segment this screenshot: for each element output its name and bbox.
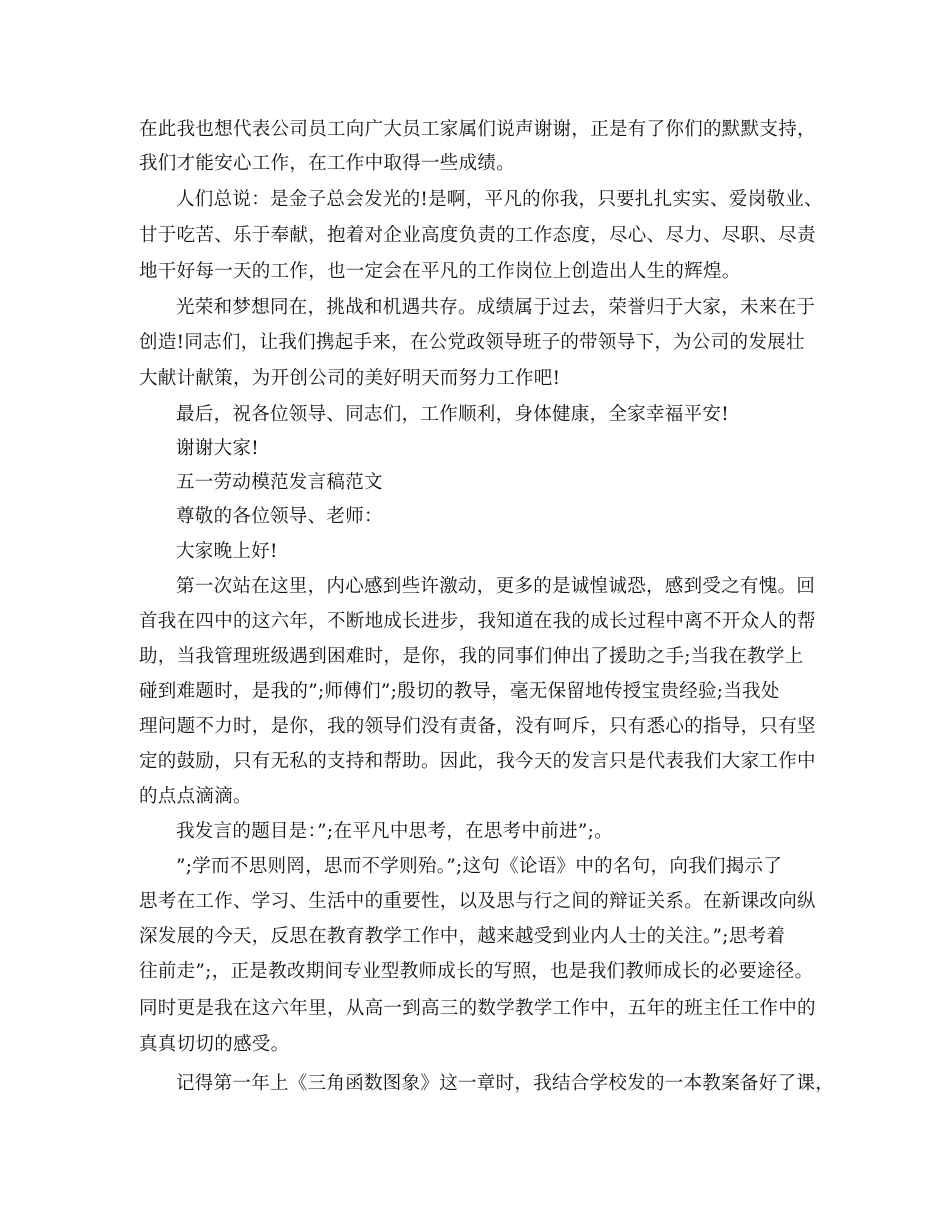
text-line: 思考在工作、学习、生活中的重要性，以及思与行之间的辩证关系。在新课改向纵 <box>139 891 816 912</box>
text-line: 首我在四中的这六年，不断地成长进步，我知道在我的成长过程中离不开众人的帮 <box>139 611 816 632</box>
text-line: 创造!同志们，让我们携起手来，在公党政领导班子的带领导下，为公司的发展壮 <box>139 332 805 353</box>
text-line: 地干好每一天的工作，也一定会在平凡的工作岗位上创造出人生的辉煌。 <box>139 261 741 282</box>
text-line: 在此我也想代表公司员工向广大员工家属们说声谢谢，正是有了你们的默默支持， <box>139 119 816 140</box>
text-line: 尊敬的各位领导、老师： <box>176 506 383 527</box>
text-line: 定的鼓励，只有无私的支持和帮助。因此，我今天的发言只是代表我们大家工作中 <box>139 751 816 772</box>
text-line: 往前走”;，正是教改期间专业型教师成长的写照，也是我们教师成长的必要途径。 <box>139 961 814 982</box>
section-heading: 五一劳动模范发言稿范文 <box>176 472 383 493</box>
text-line: 深发展的今天，反思在教育教学工作中，越来越受到业内人士的关注。”;思考着 <box>139 926 786 947</box>
text-line: 同时更是我在这六年里，从高一到高三的数学教学工作中，五年的班主任工作中的 <box>139 998 816 1019</box>
text-line: ”;学而不思则罔，思而不学则殆。”;这句《论语》中的名句，向我们揭示了 <box>176 856 783 877</box>
text-line: 的点点滴滴。 <box>139 786 252 807</box>
text-line: 甘于吃苦、乐于奉献，抱着对企业高度负责的工作态度，尽心、尽力、尽职、尽责 <box>139 225 816 246</box>
text-line: 大家晚上好! <box>176 541 278 562</box>
text-line: 助，当我管理班级遇到困难时，是你，我的同事们伸出了援助之手;当我在教学上 <box>139 646 804 667</box>
text-line: 真真切切的感受。 <box>139 1034 290 1055</box>
text-line: 第一次站在这里，内心感到些许激动，更多的是诚惶诚恐，感到受之有愧。回 <box>176 576 816 597</box>
text-line: 谢谢大家! <box>176 438 259 459</box>
text-line: 人们总说：是金子总会发光的!是啊，平凡的你我，只要扎扎实实、爱岗敬业、 <box>176 189 823 210</box>
text-line: 最后，祝各位领导、同志们，工作顺利，身体健康，全家幸福平安! <box>176 404 729 425</box>
text-line: 我发言的题目是：”;在平凡中思考，在思考中前进”;。 <box>176 821 613 842</box>
text-line: 大献计献策，为开创公司的美好明天而努力工作吧! <box>139 368 561 389</box>
text-line: 我们才能安心工作，在工作中取得一些成绩。 <box>139 153 516 174</box>
text-line: 光荣和梦想同在，挑战和机遇共存。成绩属于过去，荣誉归于大家，未来在于 <box>176 297 816 318</box>
text-line: 记得第一年上《三角函数图象》这一章时，我结合学校发的一本教案备好了课， <box>176 1073 835 1094</box>
text-line: 理问题不力时，是你，我的领导们没有责备，没有呵斥，只有悉心的指导，只有坚 <box>139 716 816 737</box>
text-line: 碰到难题时，是我的”;师傅们”;殷切的教导，毫无保留地传授宝贵经验;当我处 <box>139 681 780 702</box>
